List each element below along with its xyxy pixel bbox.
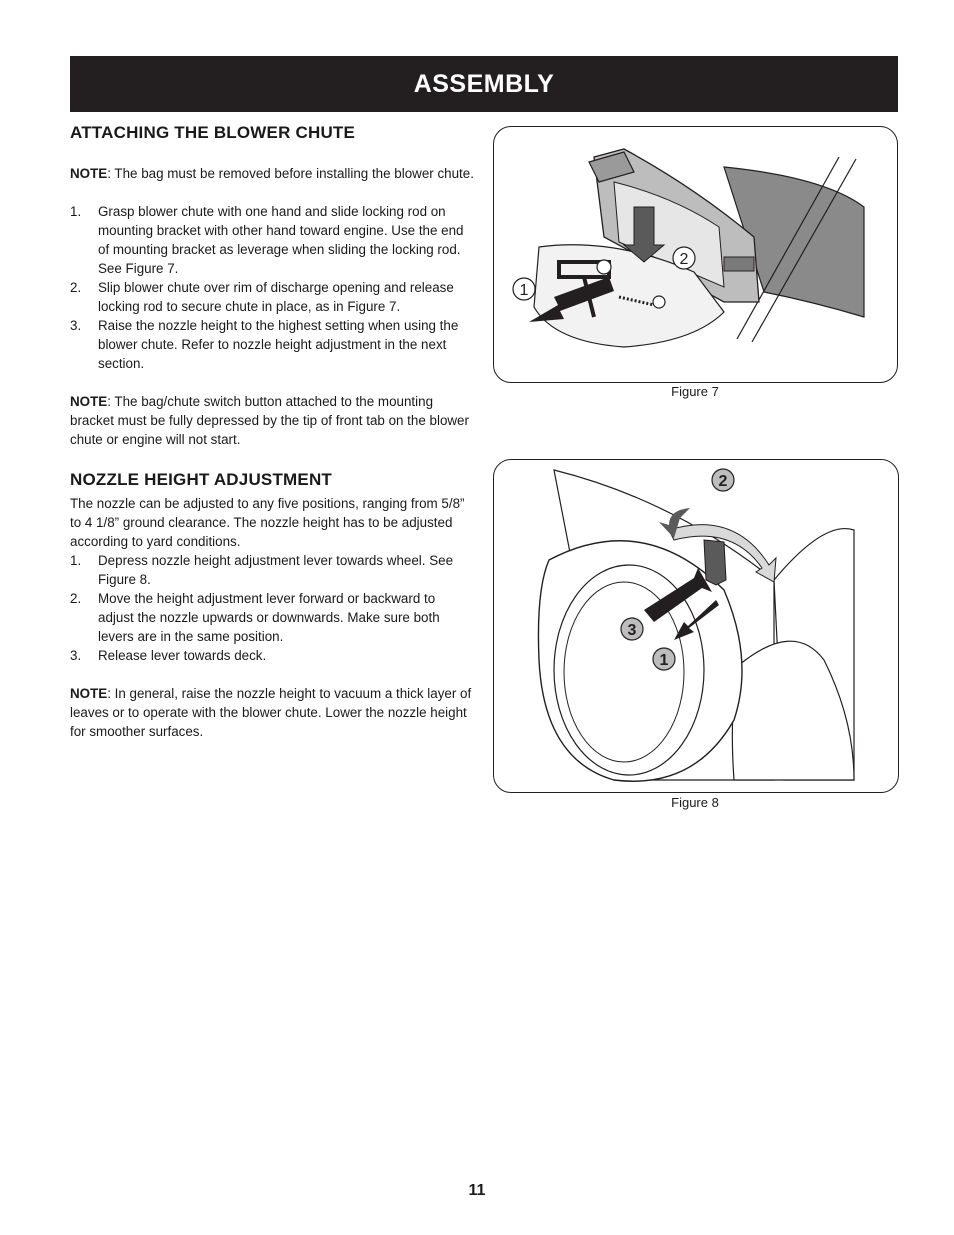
- note-bag-removed: NOTE: The bag must be removed before installing the blower chute.: [70, 166, 474, 181]
- nozzle-height-drawing: [494, 460, 898, 792]
- figure-8-caption: Figure 8: [671, 795, 719, 810]
- list-item: 1. Depress nozzle height adjustment lever towards wheel. See Figure 8.: [70, 553, 454, 587]
- figure-7-caption: Figure 7: [671, 384, 719, 399]
- figure-7-illustration: [493, 126, 898, 383]
- list-item: 1. Grasp blower chute with one hand and slide locking rod on mounting bracket with other hand toward engine. Use the end of mounting bracket as leverage when sliding the locking rod. See Figure 7.: [70, 204, 464, 276]
- note-nozzle-general: NOTE: In general, raise the nozzle height to vacuum a thick layer of leaves or to operate with the blower chute. Lower the nozzle height for smoother surfaces.: [70, 686, 472, 739]
- heading-nozzle-height: NOZZLE HEIGHT ADJUSTMENT: [70, 470, 332, 489]
- nozzle-steps: [70, 551, 474, 665]
- page-title: ASSEMBLY: [413, 69, 555, 98]
- note-switch-button: NOTE: The bag/chute switch button attached to the mounting bracket must be fully depressed by the tip of front tab on the blower chute or engine will not start.: [70, 394, 469, 447]
- heading-attaching-blower-chute: ATTACHING THE BLOWER CHUTE: [70, 123, 356, 142]
- callout-1: 1: [519, 282, 529, 299]
- nozzle-intro: The nozzle can be adjusted to any five positions, ranging from 5/8” to 4 1/8” ground clearance. The nozzle height has to be adjusted according to yard conditions.: [70, 496, 465, 549]
- list-item: 3. Release lever towards deck.: [70, 648, 267, 663]
- section-banner: [70, 56, 898, 112]
- callout-2: 2: [718, 473, 728, 490]
- callout-2: 2: [679, 251, 689, 268]
- callout-3: 3: [627, 622, 637, 639]
- blower-chute-steps: [70, 202, 474, 373]
- blower-chute-drawing: [494, 127, 897, 382]
- list-item: 2. Move the height adjustment lever forward or backward to adjust the nozzle upwards or downwards. Make sure both levers are in the same position.: [70, 591, 440, 644]
- instructions-column: [70, 122, 474, 741]
- figure-8-illustration: [493, 459, 899, 793]
- callout-1: 1: [659, 652, 669, 669]
- list-item: 3. Raise the nozzle height to the highest setting when using the blower chute. Refer to nozzle height adjustment in the next section.: [70, 318, 459, 371]
- list-item: 2. Slip blower chute over rim of discharge opening and release locking rod to secure chute in place, as in Figure 7.: [70, 280, 454, 314]
- page-number: 11: [468, 1182, 486, 1199]
